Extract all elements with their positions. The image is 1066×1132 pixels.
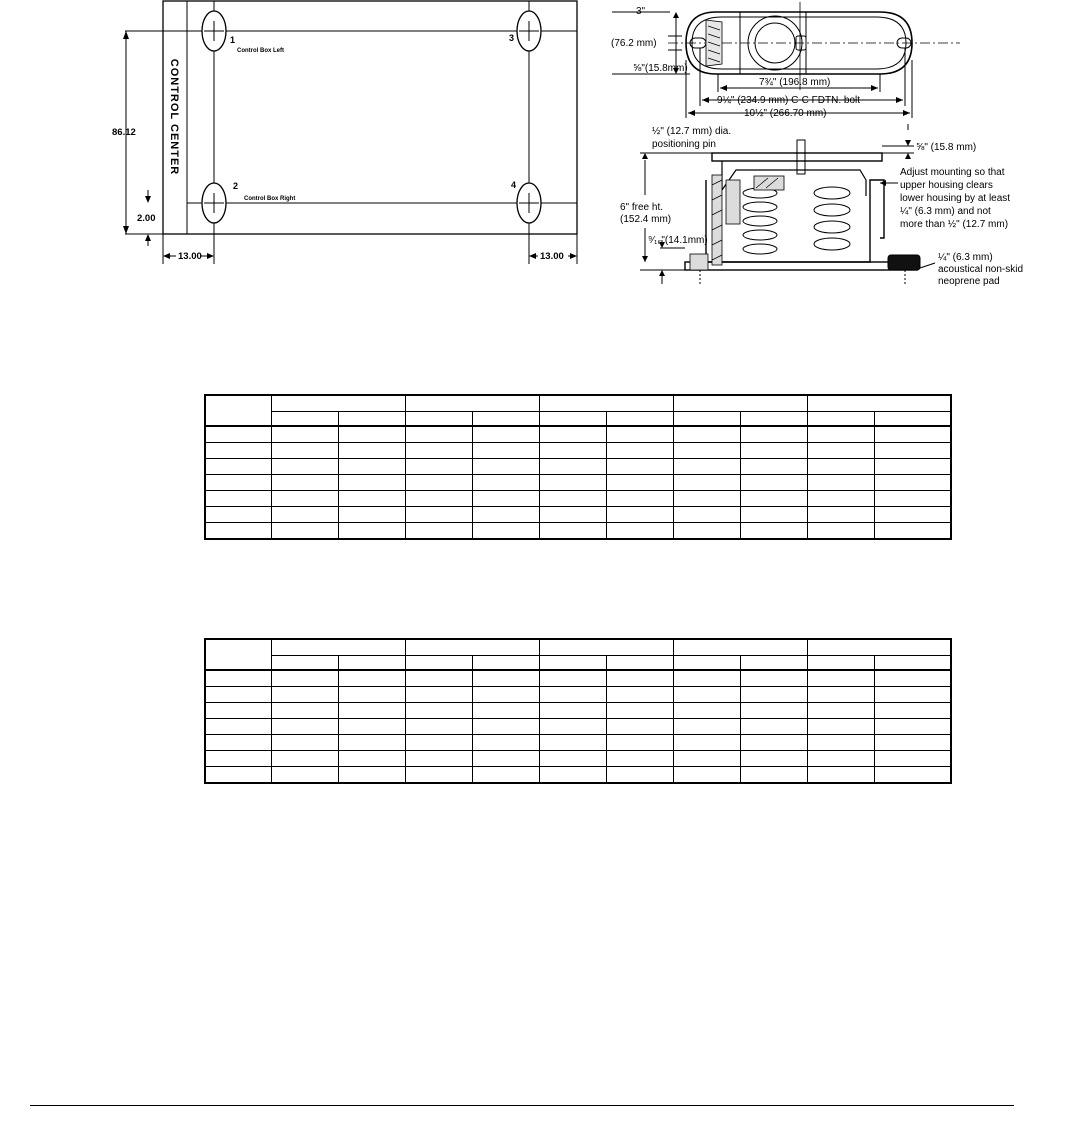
mount-2-label: Control Box Right [244,196,296,202]
table-corner-cell [205,395,271,426]
table-cell [740,523,807,540]
table-cell [874,426,951,443]
table-cell [472,751,539,767]
table-cell [205,735,271,751]
table-cell [874,687,951,703]
table-cell [205,426,271,443]
table-cell [807,475,874,491]
table-cell [205,443,271,459]
table-cell [807,443,874,459]
table-cell [539,523,606,540]
table-cell [807,426,874,443]
table-cell [606,703,673,719]
table-cell [673,491,740,507]
table-cell [271,670,338,687]
table-cell [673,523,740,540]
neoprene-pad-shape [888,255,920,270]
table-subheader-cell [874,656,951,671]
table-cell [740,475,807,491]
table-cell [271,735,338,751]
top-view-slot: ⅝"(15.8mm) [633,63,688,74]
table-cell [874,719,951,735]
table-cell [472,459,539,475]
isolator-top-view-drawing [595,0,995,125]
control-center-layout-drawing [110,0,590,290]
table-row [205,426,951,443]
table-cell [807,719,874,735]
section-note-line-2: upper housing clears [900,180,993,191]
table-cell [740,751,807,767]
section-pin-line-1: ½" (12.7 mm) dia. [652,126,732,137]
table-cell [606,426,673,443]
table-cell [338,426,405,443]
table-subheader-cell [807,656,874,671]
mount-hole-2 [202,183,226,223]
section-note-line-4: ¼" (6.3 mm) and not [900,206,991,217]
table-cell [338,719,405,735]
table-cell [673,767,740,784]
table-cell [405,475,472,491]
table-cell [673,459,740,475]
section-note-line-1: Adjust mounting so that [900,167,1005,178]
table-cell [606,719,673,735]
table-group-header-cell [539,395,673,412]
table-cell [539,491,606,507]
table-cell [539,507,606,523]
table-cell [807,687,874,703]
table-group-header-cell [807,395,951,412]
top-view-bolt-cc: 9¼" (234.9 mm) C-C FDTN. bolt [717,95,861,106]
table-cell [405,767,472,784]
table-cell [271,507,338,523]
table-cell [405,491,472,507]
section-free-ht-line-2: (152.4 mm) [620,214,672,225]
table-group-header-cell [271,395,405,412]
mount-1-label: Control Box Left [237,48,284,54]
table-cell [606,507,673,523]
table-subheader-cell [874,412,951,427]
section-note-line-5: more than ½" (12.7 mm) [900,219,1009,230]
table-cell [740,426,807,443]
table-cell [539,719,606,735]
table-cell [539,459,606,475]
table-cell [271,687,338,703]
table-cell [405,687,472,703]
table-cell [673,719,740,735]
table-cell [472,443,539,459]
table-header-row [205,395,951,412]
table-cell [740,670,807,687]
table-cell [807,507,874,523]
table-corner-cell [205,639,271,670]
top-view-height-mm: (76.2 mm) [611,38,657,49]
mount-3-number: 3 [509,33,515,43]
table-subheader-cell [472,412,539,427]
table-cell [405,703,472,719]
table-cell [405,459,472,475]
table-cell [338,687,405,703]
table-cell [271,523,338,540]
table-cell [606,767,673,784]
section-pin-line-2: positioning pin [652,139,716,150]
section-top-dim: ⅝" (15.8 mm) [916,142,977,153]
table-cell [205,703,271,719]
table-cell [271,443,338,459]
table-cell [338,751,405,767]
table-cell [205,687,271,703]
mount-hole-1 [202,11,226,51]
table-cell [539,735,606,751]
table-cell [874,670,951,687]
table-cell [205,767,271,784]
table-header-row [205,639,951,656]
table-group-header-cell [405,639,539,656]
table-cell [338,443,405,459]
table-subheader-row [205,412,951,427]
table-cell [606,443,673,459]
table-cell [205,475,271,491]
table-group-header-cell [405,395,539,412]
table-cell [673,426,740,443]
table-row [205,491,951,507]
table-subheader-cell [673,656,740,671]
table-cell [271,703,338,719]
table-cell [338,703,405,719]
table-row [205,459,951,475]
table-cell [673,507,740,523]
table-cell [606,687,673,703]
table-cell [472,703,539,719]
table-subheader-cell [405,656,472,671]
table-cell [807,751,874,767]
table-row [205,687,951,703]
table-cell [606,670,673,687]
table-row [205,443,951,459]
table-cell [271,751,338,767]
table-cell [338,507,405,523]
table-cell [874,443,951,459]
table-cell [606,735,673,751]
table-cell [472,687,539,703]
table-cell [205,507,271,523]
dimension-height-label: 86.12 [112,127,136,138]
table-cell [205,523,271,540]
table-row [205,703,951,719]
table-cell [673,703,740,719]
mount-hole-3 [517,11,541,51]
table-cell [271,459,338,475]
table-cell [539,703,606,719]
empty-grid-table-1 [204,394,952,540]
table-cell [807,459,874,475]
table-cell [740,703,807,719]
table-cell [874,507,951,523]
table-cell [807,670,874,687]
top-view-overall-width: 10½" (266.70 mm) [744,108,827,119]
table-row [205,475,951,491]
table-cell [338,767,405,784]
table-cell [205,459,271,475]
table-cell [338,475,405,491]
table-cell [205,491,271,507]
table-cell [740,507,807,523]
table-cell [673,670,740,687]
table-row [205,767,951,784]
table-subheader-cell [807,412,874,427]
table-cell [740,459,807,475]
table-cell [606,751,673,767]
footer-rule [30,1105,1014,1106]
table-subheader-row [205,656,951,671]
table-cell [472,507,539,523]
table-cell [405,751,472,767]
table-cell [740,767,807,784]
table-row [205,719,951,735]
table-cell [405,719,472,735]
table-cell [673,475,740,491]
section-base-dim: ⁹⁄₁₆"(14.1mm) [648,235,708,246]
table-cell [874,751,951,767]
table-cell [874,523,951,540]
empty-grid-table-2 [204,638,952,784]
section-pad-line-1: ¼" (6.3 mm) [938,252,993,263]
table-cell [472,767,539,784]
table-cell [874,459,951,475]
section-free-ht-line-1: 6" free ht. [620,202,664,213]
table-subheader-cell [539,656,606,671]
table-subheader-cell [472,656,539,671]
table-cell [405,670,472,687]
table-cell [606,475,673,491]
table-cell [740,443,807,459]
table-cell [606,459,673,475]
table-group-header-cell [807,639,951,656]
table-subheader-cell [271,412,338,427]
table-cell [874,703,951,719]
table-cell [874,735,951,751]
table-subheader-cell [740,412,807,427]
table-group-header-cell [271,639,405,656]
table-cell [338,735,405,751]
table-cell [539,687,606,703]
table-cell [673,687,740,703]
table-cell [472,491,539,507]
table-cell [673,751,740,767]
table-cell [205,719,271,735]
table-cell [405,507,472,523]
table-cell [271,767,338,784]
table-subheader-cell [673,412,740,427]
control-center-title: CONTROL CENTER [168,58,180,176]
mount-hole-4 [517,183,541,223]
table-subheader-cell [338,656,405,671]
table-cell [271,719,338,735]
table-cell [405,735,472,751]
table-cell [271,491,338,507]
table-cell [271,475,338,491]
table-cell [874,475,951,491]
table-cell [807,703,874,719]
table-cell [539,670,606,687]
table-group-header-cell [673,639,807,656]
table-cell [472,719,539,735]
table-subheader-cell [271,656,338,671]
table-cell [874,491,951,507]
table-cell [405,523,472,540]
table-cell [472,475,539,491]
dimension-bottom-label: 2.00 [137,213,156,224]
table-cell [472,735,539,751]
table-row [205,751,951,767]
table-cell [539,426,606,443]
table-cell [271,426,338,443]
top-view-height-in: 3" [636,6,646,17]
table-cell [807,735,874,751]
table-cell [874,767,951,784]
table-cell [338,459,405,475]
mount-4-number: 4 [511,180,517,190]
table-row [205,735,951,751]
section-pad-line-2: acoustical non-skid [938,264,1024,275]
table-group-header-cell [539,639,673,656]
table-row [205,523,951,540]
table-subheader-cell [606,412,673,427]
table-cell [740,735,807,751]
table-subheader-cell [338,412,405,427]
section-note-line-3: lower housing by at least [900,193,1011,204]
table-cell [539,751,606,767]
table-row [205,507,951,523]
table-cell [338,670,405,687]
table-cell [606,491,673,507]
table-cell [740,687,807,703]
dimension-right-label: 13.00 [540,251,564,262]
table-cell [740,719,807,735]
table-subheader-cell [539,412,606,427]
table-row [205,670,951,687]
table-cell [673,443,740,459]
table-subheader-cell [606,656,673,671]
section-pad-line-3: neoprene pad [938,276,1000,287]
table-cell [472,426,539,443]
dimension-left-label: 13.00 [178,251,202,262]
table-cell [472,670,539,687]
table-cell [807,523,874,540]
table-cell [539,475,606,491]
table-cell [606,523,673,540]
top-view-inner-width: 7¾" (196.8 mm) [759,77,831,88]
table-cell [205,751,271,767]
mount-2-number: 2 [233,181,239,191]
table-subheader-cell [740,656,807,671]
table-cell [338,491,405,507]
table-cell [405,426,472,443]
table-cell [405,443,472,459]
table-cell [338,523,405,540]
table-cell [472,523,539,540]
table-cell [205,670,271,687]
mount-1-number: 1 [230,35,236,45]
table-cell [539,443,606,459]
table-cell [807,767,874,784]
table-cell [807,491,874,507]
table-cell [673,735,740,751]
isolator-section-view-drawing [605,120,1045,295]
table-group-header-cell [673,395,807,412]
table-subheader-cell [405,412,472,427]
table-cell [740,491,807,507]
table-cell [539,767,606,784]
